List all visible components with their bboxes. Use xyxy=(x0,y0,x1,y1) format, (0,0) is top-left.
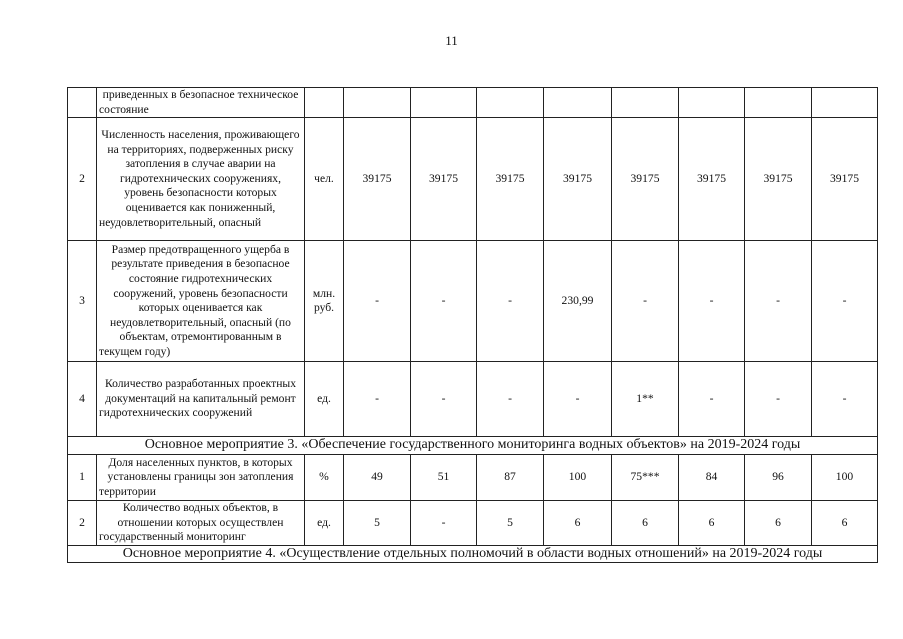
value-cell: - xyxy=(679,241,745,362)
value-cell xyxy=(812,88,878,118)
value-cell: - xyxy=(745,362,812,437)
indicators-table xyxy=(67,87,878,563)
unit-cell: % xyxy=(305,455,344,501)
indicator-description xyxy=(97,362,305,437)
row-number xyxy=(68,88,97,118)
table-row xyxy=(68,362,878,437)
value-cell: 96 xyxy=(745,455,812,501)
description-line: техническое состояние xyxy=(99,88,299,116)
description-line: капитальный ремонт xyxy=(192,391,296,405)
description-line: которых оценивается как xyxy=(125,186,277,215)
unit-cell: млн. руб. xyxy=(305,241,344,362)
row-number: 3 xyxy=(68,241,97,362)
description-line: приведенных в безопасное xyxy=(102,88,235,101)
table-row xyxy=(68,241,878,362)
section-heading: Основное мероприятие 4. «Осуществление отдельных полномочий в области водных отношений» на 2019-2024 годы xyxy=(68,546,878,563)
value-cell: 84 xyxy=(679,455,745,501)
unit-cell: ед. xyxy=(305,501,344,546)
value-cell: - xyxy=(679,362,745,437)
row-number: 4 xyxy=(68,362,97,437)
section-row xyxy=(68,437,878,455)
value-cell: 39175 xyxy=(411,118,477,241)
indicator-description xyxy=(97,118,305,241)
value-cell: 1** xyxy=(612,362,679,437)
indicator-description xyxy=(97,455,305,501)
value-cell: - xyxy=(411,501,477,546)
value-cell: - xyxy=(812,241,878,362)
table-row xyxy=(68,455,878,501)
description-line: Численность населения, xyxy=(101,128,222,142)
description-line: подверженных риску затопления в xyxy=(125,142,294,171)
description-line: проектных документаций на xyxy=(105,377,297,405)
value-cell xyxy=(745,88,812,118)
section-row xyxy=(68,546,878,563)
row-number: 2 xyxy=(68,501,97,546)
value-cell: 75*** xyxy=(612,455,679,501)
value-cell xyxy=(679,88,745,118)
description-line: случае аварии на гидротехнических xyxy=(120,157,276,185)
unit-cell xyxy=(305,88,344,118)
value-cell xyxy=(612,88,679,118)
table-body xyxy=(68,88,878,563)
description-line: неудовлетворительный, опасный xyxy=(110,315,273,329)
unit-cell: ед. xyxy=(305,362,344,437)
value-cell: - xyxy=(411,241,477,362)
value-cell: 5 xyxy=(344,501,411,546)
description-line: проживающего на территориях, xyxy=(107,128,300,156)
value-cell: 6 xyxy=(679,501,745,546)
description-line: Размер предотвращенного ущерба в xyxy=(111,242,290,256)
value-cell: 39175 xyxy=(745,118,812,241)
value-cell: 6 xyxy=(544,501,612,546)
value-cell: 230,99 xyxy=(544,241,612,362)
value-cell xyxy=(411,88,477,118)
section-heading: Основное мероприятие 3. «Обеспечение государственного мониторинга водных объектов» на 2019-2024 годы xyxy=(68,437,878,455)
indicator-description xyxy=(97,241,305,362)
value-cell: 51 xyxy=(411,455,477,501)
description-line: результате приведения в безопасное xyxy=(111,257,290,271)
value-cell: 39175 xyxy=(544,118,612,241)
description-line: Количество разработанных xyxy=(104,377,240,391)
value-cell: - xyxy=(477,241,544,362)
row-number: 1 xyxy=(68,455,97,501)
value-cell xyxy=(544,88,612,118)
description-line: которых установлены границы зон xyxy=(107,455,293,484)
value-cell: - xyxy=(411,362,477,437)
description-line: гидротехнических сооружений xyxy=(99,406,253,420)
description-line: государственный мониторинг xyxy=(99,530,246,544)
value-cell: 39175 xyxy=(477,118,544,241)
description-line: текущем году) xyxy=(99,344,171,358)
description-line: (по объектам, отремонтированным в xyxy=(119,315,291,344)
value-cell: 39175 xyxy=(612,118,679,241)
value-cell: - xyxy=(745,241,812,362)
indicator-description xyxy=(97,88,305,118)
value-cell: - xyxy=(812,362,878,437)
value-cell: - xyxy=(344,362,411,437)
table-row xyxy=(68,501,878,546)
description-line: сооружений, уровень безопасности xyxy=(113,286,288,300)
value-cell: 100 xyxy=(544,455,612,501)
value-cell xyxy=(344,88,411,118)
value-cell: 5 xyxy=(477,501,544,546)
value-cell: - xyxy=(477,362,544,437)
unit-cell: чел. xyxy=(305,118,344,241)
value-cell: 6 xyxy=(612,501,679,546)
value-cell: 39175 xyxy=(679,118,745,241)
description-line: неудовлетворительный, опасный xyxy=(99,215,262,229)
value-cell: 39175 xyxy=(812,118,878,241)
description-line: Количество водных объектов, в xyxy=(122,501,279,515)
value-cell xyxy=(477,88,544,118)
description-line: затопления территории xyxy=(99,470,294,498)
row-number: 2 xyxy=(68,118,97,241)
table-row xyxy=(68,118,878,241)
table-row xyxy=(68,88,878,118)
page-number: 11 xyxy=(445,33,458,48)
value-cell: 6 xyxy=(745,501,812,546)
description-line: отношении которых осуществлен xyxy=(117,515,284,529)
value-cell: 6 xyxy=(812,501,878,546)
value-cell: 100 xyxy=(812,455,878,501)
description-line: состояние гидротехнических xyxy=(128,272,273,285)
description-line: Доля населенных пунктов, в xyxy=(108,455,249,469)
value-cell: 87 xyxy=(477,455,544,501)
value-cell: 39175 xyxy=(344,118,411,241)
description-line: сооружениях, уровень безопасности xyxy=(124,171,281,200)
value-cell: 49 xyxy=(344,455,411,501)
description-line: которых оценивается как xyxy=(138,301,263,315)
value-cell: - xyxy=(612,241,679,362)
indicator-description xyxy=(97,501,305,546)
value-cell: - xyxy=(544,362,612,437)
value-cell: - xyxy=(344,241,411,362)
description-line: пониженный, xyxy=(208,201,276,215)
